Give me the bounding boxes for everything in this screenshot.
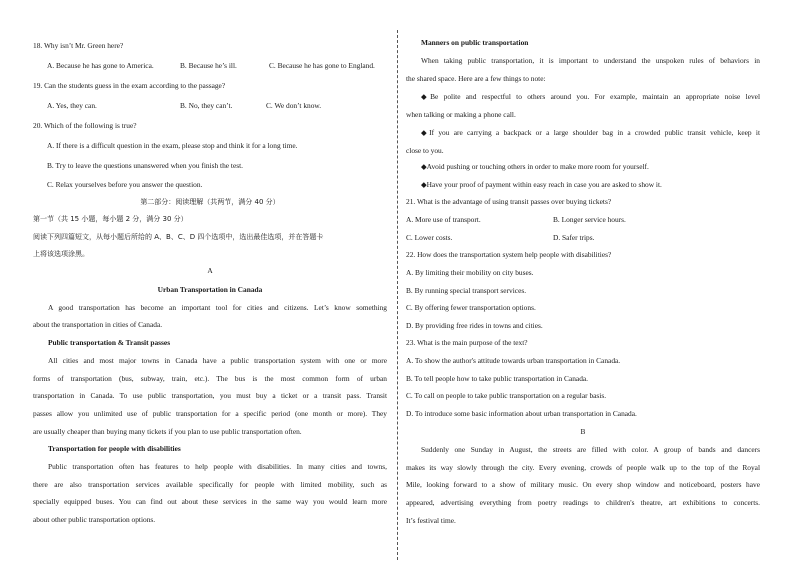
bullet-line: ◆Be polite and respectful to others around you. For example, maintain an appropriate noise level (421, 92, 760, 101)
section-one-heading: 第一节（共 15 小题，每小题 2 分，满分 30 分） (33, 215, 188, 223)
question-20-option-b: B. Try to leave the questions unanswered when you finish the test. (47, 161, 244, 170)
question-20-stem: 20. Which of the following is true? (33, 121, 137, 130)
bullet-line: when talking or making a phone call. (406, 110, 516, 119)
passage-a-title: Urban Transportation in Canada (157, 285, 263, 294)
paragraph-line: forms of transportation (bus, subway, train, etc.). The bus is the most common form of urban (33, 374, 387, 383)
section-heading-disabilities: Transportation for people with disabilities (48, 444, 181, 453)
paragraph-line: about other public transportation options. (33, 515, 156, 524)
part-two-heading: 第二部分：阅读理解（共两节，满分 40 分） (140, 198, 280, 206)
question-20-option-c: C. Relax yourselves before you answer the question. (47, 180, 203, 189)
section-heading-manners: Manners on public transportation (421, 38, 529, 47)
question-22-option-b: B. By running special transport services. (406, 286, 527, 295)
question-22-option-d: D. By providing free rides in towns and cities. (406, 321, 543, 330)
question-19-option-c: C. We don’t know. (266, 101, 322, 110)
question-23-stem: 23. What is the main purpose of the text? (406, 338, 528, 347)
question-18-option-b: B. Because he’s ill. (180, 61, 237, 70)
question-21-stem: 21. What is the advantage of using transit passes over buying tickets? (406, 197, 612, 206)
question-18-stem: 18. Why isn’t Mr. Green here? (33, 41, 124, 50)
question-19-option-a: A. Yes, they can. (47, 101, 97, 110)
right-column (406, 0, 760, 561)
question-19-stem: 19. Can the students guess in the exam according to the passage? (33, 81, 226, 90)
question-23-option-c: C. To call on people to take public transportation on a regular basis. (406, 391, 607, 400)
bullet-line: ◆Have your proof of payment within easy reach in case you are asked to show it. (421, 180, 662, 189)
column-divider (397, 30, 398, 560)
question-22-option-c: C. By offering fewer transportation options. (406, 303, 536, 312)
passage-b-label: B (580, 427, 586, 436)
paragraph-line: All cities and most major towns in Canada have a public transportation system with one or more (48, 356, 387, 365)
paragraph-line: about the transportation in cities of Canada. (33, 320, 163, 329)
question-18-option-c: C. Because he has gone to England. (269, 61, 375, 70)
paragraph-line: transportation in Canada. To use public transportation, you must buy a ticket or a transit pass. Transit (33, 391, 387, 400)
question-23-option-d: D. To introduce some basic information about urban transportation in Canada. (406, 409, 637, 418)
question-21-option-d: D. Safer trips. (553, 233, 595, 242)
instruction-line-1: 阅读下列四篇短文，从每小题后所给的 A、B、C、D 四个选项中，选出最佳选项，并在答题卡 (33, 233, 324, 241)
passage-a-label: A (207, 266, 213, 275)
section-heading-public-transportation: Public transportation & Transit passes (48, 338, 171, 347)
paragraph-line: A good transportation has become an important tool for cities and citizens. Let’s know something (48, 303, 387, 312)
question-23-option-a: A. To show the author's attitude towards urban transportation in Canada. (406, 356, 621, 365)
paragraph-line: It’s festival time. (406, 516, 456, 525)
paragraph-line: makes its way slowly through the city. Every evening, crowds of people walk up to the top of the Royal (406, 463, 760, 472)
question-19-option-b: B. No, they can’t. (180, 101, 233, 110)
paragraph-line: Mile, looking forward to a show of military music. On every shop window and noticeboard, posters have (406, 480, 760, 489)
paragraph-line: the shared space. Here are a few things to note: (406, 74, 546, 83)
question-18-option-a: A. Because he has gone to America. (47, 61, 154, 70)
paragraph-line: appeared, advertising everything from poetry readings to children's theatre, art exhibitions to concerts. (406, 498, 760, 507)
paragraph-line: passes allow you unlimited use of public transportation for a specific period (one month or more). They (33, 409, 387, 418)
question-21-option-b: B. Longer service hours. (553, 215, 626, 224)
question-21-option-c: C. Lower costs. (406, 233, 453, 242)
paragraph-line: there are also transportation services available specifically for people with limited mobility, such as (33, 480, 387, 489)
question-20-option-a: A. If there is a difficult question in the exam, please stop and think it for a long time. (47, 141, 298, 150)
instruction-line-2: 上将该选项涂黑。 (33, 250, 89, 258)
question-21-option-a: A. More use of transport. (406, 215, 481, 224)
bullet-line: ◆If you are carrying a backpack or a large shoulder bag in a crowded public transit vehicle, keep it (421, 128, 760, 137)
question-23-option-b: B. To tell people how to take public transportation in Canada. (406, 374, 589, 383)
bullet-line: ◆Avoid pushing or touching others in order to make more room for yourself. (421, 162, 649, 171)
left-column (33, 0, 387, 561)
bullet-line: close to you. (406, 146, 444, 155)
question-22-option-a: A. By limiting their mobility on city buses. (406, 268, 534, 277)
paragraph-line: specially equipped buses. You can find out about these services in the same way you would learn more (33, 497, 387, 506)
paragraph-line: When taking public transportation, it is important to understand the unspoken rules of behaviors in (421, 56, 760, 65)
paragraph-line: are usually cheaper than buying many tickets if you plan to use public transportation often. (33, 427, 302, 436)
paragraph-line: Suddenly one Sunday in August, the streets are filled with color. A group of bands and dancers (421, 445, 760, 454)
question-22-stem: 22. How does the transportation system help people with disabilities? (406, 250, 612, 259)
paragraph-line: Public transportation often has features to help people with disabilities. In many cities and towns, (48, 462, 387, 471)
